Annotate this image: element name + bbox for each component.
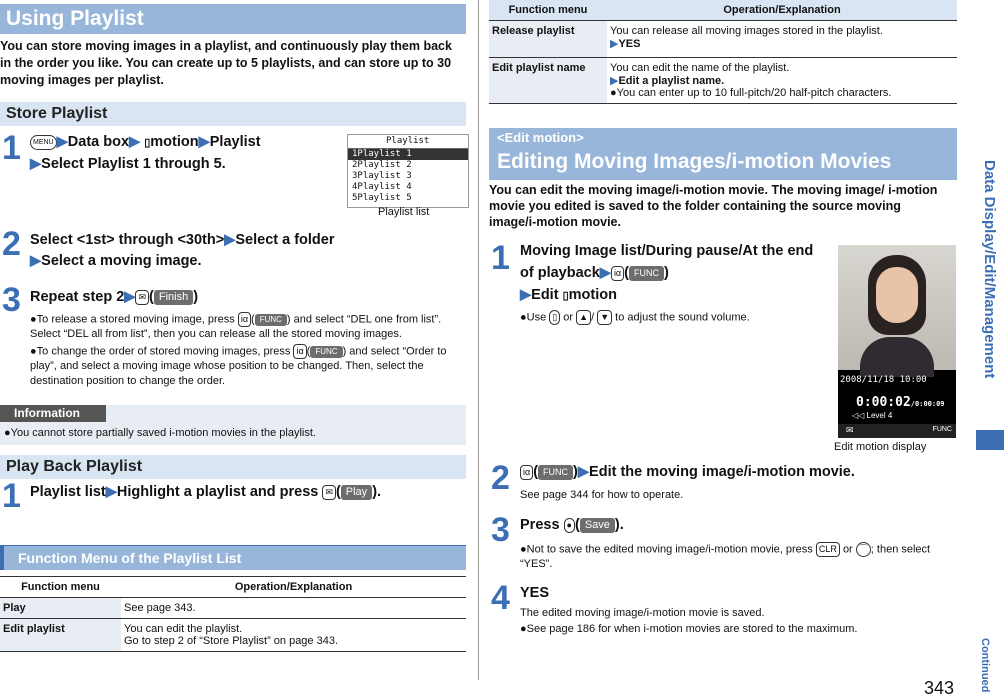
mail-icon: ✉ [846, 425, 854, 435]
photo-softkeys [838, 424, 956, 438]
clr-key-icon: CLR [816, 542, 840, 557]
fm-row-op: See page 343. [124, 602, 196, 614]
fm-row-menu: Edit playlist name [489, 58, 607, 104]
function-menu-table [0, 576, 466, 652]
continued-label: Continued [979, 638, 991, 693]
fm-row-menu: Release playlist [489, 21, 607, 58]
up-key-icon: ▲ [576, 310, 591, 325]
step-2-text: Select <1st> through <30th>▶Select a folder ▶Select a moving image. [30, 232, 335, 269]
r-step-4-note: The edited moving image/i-motion movie is saved. [520, 607, 765, 619]
mail-key-icon: ✉ [322, 485, 336, 500]
edit-motion-display [838, 245, 956, 438]
edit-sub-title: <Edit motion> [497, 130, 584, 145]
step-2-number: 2 [2, 225, 21, 263]
r-step-2-text: iα ( FUNC )▶Edit the moving image/i-motion movie. [520, 462, 960, 483]
fm-row-menu: Play [0, 598, 121, 619]
r-step-4-text: YES [520, 585, 550, 601]
screen-item[interactable]: 5Playlist 5 [352, 193, 412, 203]
fm-title: Function Menu of the Playlist List [18, 550, 242, 566]
step-3-bullet-2: ●To change the order of stored moving images, press iα ( FUNC ) and select “Order to play”, and select a moving image whose position to be changed. Then, select the destination position to change the order. [30, 345, 447, 388]
step-3-number: 3 [2, 281, 21, 319]
iapp-key-icon: iα [520, 465, 533, 480]
playlist-screen [347, 134, 469, 208]
r-step-2-number: 2 [491, 459, 510, 497]
screen-caption: Playlist list [378, 206, 430, 218]
pb-step-1-number: 1 [2, 477, 21, 515]
column-divider [478, 0, 479, 680]
fm-row-op: You can edit the playlist. Go to step 2 of “Store Playlist” on page 343. [124, 623, 339, 647]
iapp-key-icon: iα [611, 266, 624, 281]
r-step-1-bullet: ●Use ▯ or ▲ / ▼ to adjust the sound volume. [520, 311, 750, 324]
fm-header-menu: Function menu [21, 581, 100, 593]
edit-intro: You can edit the moving image/i-motion movie. The moving image/ i-motion movie you edited is saved to the folder containing the source moving image/i-motion movie. [489, 183, 938, 229]
fm-header-op: Operation/Explanation [234, 581, 353, 593]
func-softkey[interactable]: FUNC [310, 346, 342, 358]
fm-title-bar [0, 545, 466, 570]
store-playlist-header: Store Playlist [0, 102, 466, 126]
down-key-icon: ▼ [597, 310, 612, 325]
end-key-icon: ⌒ [856, 542, 871, 557]
section-title-using-playlist: Using Playlist [0, 4, 466, 34]
r-step-1-text: Moving Image list/During pause/At the end of playback▶ iα ( FUNC ) ▶Edit ▯motion [520, 243, 814, 303]
menu-key-icon: MENU [30, 135, 57, 150]
func-softkey[interactable]: FUNC [629, 266, 664, 281]
step-3-bullet-1: ●To release a stored moving image, press iα ( FUNC ) and select “DEL one from list”. Select “DEL all from list”, then you can release all the stored moving images. [30, 313, 442, 341]
photo-date: 2008/11/18 10:00 [840, 375, 927, 385]
r-step-3-bullet: ●Not to save the edited moving image/i-motion movie, press CLR or ⌒ ; then select “YES”. [520, 543, 931, 571]
r-step-2-note: See page 344 for how to operate. [520, 489, 684, 501]
iapp-key-icon: iα [293, 344, 306, 359]
edit-section-title [489, 128, 957, 180]
edit-main-title: Editing Moving Images/i-motion Movies [497, 150, 892, 173]
screen-item[interactable]: 1Playlist 1 [348, 149, 468, 160]
information-label: Information [0, 405, 106, 422]
mail-key-icon: ✉ [135, 290, 149, 305]
screen-item[interactable]: 3Playlist 3 [352, 171, 412, 181]
step-3-text: Repeat step 2▶ ✉ ( Finish ) [30, 289, 199, 305]
save-softkey[interactable]: Save [580, 518, 615, 533]
play-softkey[interactable]: Play [341, 485, 372, 500]
table-row [0, 619, 466, 652]
r-step-4-bullet: ●See page 186 for when i-motion movies are stored to the maximum. [520, 623, 858, 635]
pb-step-1-text: Playlist list▶Highlight a playlist and press ✉ ( Play ). [30, 484, 382, 500]
step-1-text: MENU ▶Data box▶ ▯motion▶Playlist ▶Select Playlist 1 through 5. [30, 134, 261, 172]
side-tab-label: Data Display/Edit/Management [981, 160, 998, 379]
table-row [489, 21, 957, 58]
center-key-icon: ● [564, 518, 575, 533]
photo-caption: Edit motion display [834, 441, 927, 453]
step-1-number: 1 [2, 129, 21, 167]
portrait-photo [838, 245, 956, 370]
fm-row-menu: Edit playlist [0, 619, 121, 652]
finish-softkey[interactable]: Finish [154, 290, 193, 305]
r-step-3-text: Press ● ( Save ). [520, 517, 624, 533]
photo-level: ◁◁ Level 4 [852, 411, 893, 420]
fm-header-menu: Function menu [508, 4, 588, 16]
screen-header: Playlist [348, 135, 468, 149]
iapp-key-icon: iα [238, 312, 251, 327]
fm-header-op: Operation/Explanation [723, 4, 841, 16]
information-text: ●You cannot store partially saved i-motion movies in the playlist. [4, 427, 316, 439]
func-softkey[interactable]: FUNC [255, 314, 287, 326]
intro-text: You can store moving images in a playlist, and continuously play them back in the order you like. You can create up to 5 playlists, and can store up to 30 moving images per playlist. [0, 39, 452, 87]
fm-row-op: You can release all moving images stored in the playlist. ▶YES [610, 25, 883, 50]
func-softkey[interactable]: FUNC [538, 465, 573, 480]
i-icon: ▯ [562, 290, 569, 302]
screen-item[interactable]: 2Playlist 2 [352, 160, 412, 170]
playback-header: Play Back Playlist [0, 455, 466, 479]
i-icon: ▯ [144, 137, 151, 149]
r-step-1-number: 1 [491, 239, 510, 277]
func-label[interactable]: FUNC [932, 426, 952, 433]
side-key-icon: ▯ [549, 310, 560, 325]
function-menu-table-continued [489, 0, 957, 104]
screen-item[interactable]: 4Playlist 4 [352, 182, 412, 192]
page-number: 343 [924, 678, 955, 698]
table-row [489, 58, 957, 104]
fm-row-op: You can edit the name of the playlist. ▶Edit a playlist name. ●You can enter up to 10 full-pitch/20 half-pitch characters. [610, 62, 892, 99]
r-step-4-number: 4 [491, 579, 510, 617]
side-tab-marker [976, 430, 1004, 450]
photo-time: 0:00:02/0:00:09 [856, 395, 945, 410]
table-row [0, 598, 466, 619]
r-step-3-number: 3 [491, 511, 510, 549]
